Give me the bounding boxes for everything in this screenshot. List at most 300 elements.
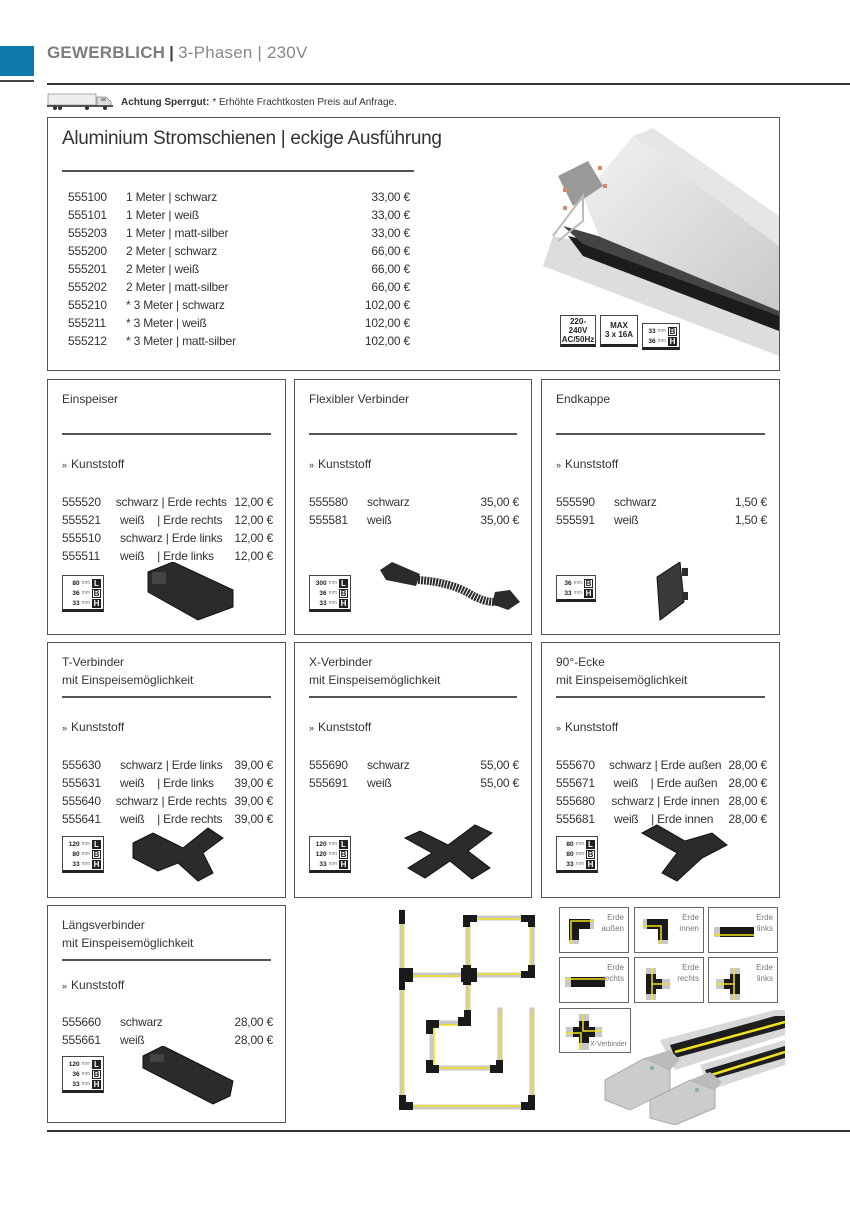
price-row — [68, 314, 410, 332]
main-product-rows — [68, 188, 410, 350]
dimension-value: 120 — [315, 840, 327, 848]
product-name: Längsverbinder — [62, 918, 145, 932]
product-title — [309, 653, 440, 689]
dimension-key-h: H — [93, 859, 100, 869]
variant-description: schwarz | Erde links — [120, 531, 223, 545]
price: 12,00 € — [234, 549, 273, 563]
material-label — [309, 720, 371, 734]
dimension-b — [67, 1069, 101, 1079]
bullet-icon: » — [556, 460, 562, 470]
dimension-key-h: H — [340, 859, 347, 869]
price: 28,00 € — [728, 776, 767, 790]
material-text: Kunststoff — [71, 978, 125, 992]
variant-description: weiß | Erde links — [120, 776, 214, 790]
dimension-value: 33 — [564, 589, 572, 597]
header-category: GEWERBLICH — [47, 43, 166, 62]
dimension-unit: mm — [81, 1071, 90, 1077]
article-number: 555200 — [68, 244, 107, 258]
price: 28,00 € — [728, 794, 767, 808]
main-product-card — [47, 117, 780, 371]
variant-description: schwarz | Erde rechts — [115, 495, 227, 509]
article-number: 555580 — [309, 495, 348, 509]
price-rows — [309, 493, 519, 529]
material-label — [556, 457, 618, 471]
dimension-b — [67, 588, 101, 598]
max-line2: 3 x 16A — [604, 330, 634, 339]
price-row — [62, 529, 273, 547]
dimension-b — [314, 849, 348, 859]
dimension-key-l: L — [92, 579, 101, 588]
product-title — [556, 653, 687, 689]
article-number: 555203 — [68, 226, 107, 240]
dimension-key-b: B — [587, 849, 594, 859]
dimension-h — [314, 859, 348, 869]
variant-description: weiß — [614, 513, 639, 527]
truck-icon — [47, 93, 115, 111]
dimension-unit: mm — [328, 851, 337, 857]
notice-bold: Achtung Sperrgut: — [121, 96, 210, 108]
dimension-value: 33 — [319, 860, 327, 868]
title-rule — [62, 433, 271, 435]
material-label — [62, 978, 124, 992]
dimension-h — [67, 1079, 101, 1089]
material-text: Kunststoff — [565, 720, 619, 734]
max-line1: MAX — [610, 321, 628, 330]
variant-description: schwarz — [614, 495, 657, 509]
max-current-badge — [600, 315, 638, 347]
dimension-key-b: B — [93, 588, 100, 598]
dimension-unit: mm — [328, 861, 337, 867]
dimension-unit: mm — [328, 600, 337, 606]
price-rows — [309, 756, 519, 792]
dimension-l — [314, 578, 348, 588]
price-rows — [556, 756, 767, 828]
dimension-key-b: B — [585, 578, 592, 588]
product-card — [294, 642, 532, 898]
straight-product-image — [138, 1046, 238, 1111]
straight-left-icon — [712, 922, 756, 947]
article-number: 555101 — [68, 208, 107, 222]
price-row — [309, 493, 519, 511]
variant-description: 1 Meter | weiß — [126, 208, 200, 222]
price: 28,00 € — [728, 758, 767, 772]
product-card — [47, 905, 286, 1123]
dimension-value: 33 — [319, 599, 327, 607]
price-row — [309, 756, 519, 774]
dimension-b — [647, 326, 677, 336]
dimension-value: 120 — [315, 850, 327, 858]
price-row — [556, 774, 767, 792]
price: 39,00 € — [234, 758, 273, 772]
price-row — [62, 1013, 273, 1031]
variant-description: 1 Meter | schwarz — [126, 190, 218, 204]
material-label — [62, 720, 124, 734]
dimension-l — [314, 839, 348, 849]
voltage-line2: AC/50Hz — [561, 334, 595, 344]
header-rule — [47, 83, 850, 85]
dimension-key-l: L — [92, 840, 101, 849]
variant-description: 2 Meter | schwarz — [126, 244, 218, 258]
dimension-value: 33 — [648, 327, 656, 335]
price-row — [68, 296, 410, 314]
dimension-key-b: B — [669, 326, 676, 336]
page-header — [47, 43, 307, 63]
dimension-b — [314, 588, 348, 598]
article-number: 555690 — [309, 758, 348, 772]
product-name: 90°-Ecke — [556, 655, 605, 669]
product-subtitle: mit Einspeisemöglichkeit — [62, 673, 194, 687]
price: 39,00 € — [234, 812, 273, 826]
dimension-h — [67, 598, 101, 608]
voltage-badge — [560, 315, 596, 347]
article-number: 555590 — [556, 495, 595, 509]
price: 66,00 € — [371, 262, 410, 276]
legend-label: X-Verbinder — [590, 1041, 627, 1048]
price-row — [556, 792, 767, 810]
footer-rule — [47, 1130, 850, 1132]
article-number: 555681 — [556, 812, 595, 826]
article-number: 555100 — [68, 190, 107, 204]
product-card — [541, 379, 780, 635]
dimension-unit: mm — [81, 600, 90, 606]
price-row — [68, 224, 410, 242]
price-row — [62, 774, 273, 792]
dimension-badge — [556, 836, 598, 873]
price-row — [556, 511, 767, 529]
article-number: 555511 — [62, 549, 100, 563]
dimension-badge — [62, 1056, 104, 1093]
price-row — [68, 278, 410, 296]
dimension-b — [67, 849, 101, 859]
price: 55,00 € — [480, 776, 519, 790]
bullet-icon: » — [62, 723, 68, 733]
section-tab-underline — [0, 80, 34, 82]
price: 35,00 € — [480, 495, 519, 509]
article-number: 555581 — [309, 513, 348, 527]
dimension-value: 36 — [72, 1070, 80, 1078]
price: 12,00 € — [234, 531, 273, 545]
dimension-value: 33 — [72, 860, 80, 868]
article-number: 555202 — [68, 280, 107, 294]
bullet-icon: » — [62, 460, 68, 470]
dimension-badge — [62, 575, 104, 612]
dimension-value: 33 — [72, 1080, 80, 1088]
dimension-badge — [642, 323, 680, 350]
ground-legend-item — [708, 957, 778, 1003]
corner-product-image — [637, 823, 737, 888]
variant-description: schwarz — [367, 758, 410, 772]
dimension-l — [67, 1059, 101, 1069]
product-title — [309, 390, 409, 408]
variant-description: * 3 Meter | weiß — [126, 316, 207, 330]
title-rule — [309, 433, 517, 435]
variant-description: weiß | Erde links — [120, 549, 214, 563]
article-number: 555670 — [556, 758, 595, 772]
price-row — [62, 511, 273, 529]
variant-description: 2 Meter | matt-silber — [126, 280, 229, 294]
material-text: Kunststoff — [565, 457, 619, 471]
legend-label: Erde links — [756, 913, 773, 933]
legend-label: Erde links — [756, 963, 773, 983]
dimension-value: 120 — [68, 1060, 80, 1068]
article-number: 555201 — [68, 262, 107, 276]
dimension-badge — [556, 575, 596, 602]
variant-description: schwarz — [120, 1015, 163, 1029]
article-number: 555640 — [62, 794, 101, 808]
variant-description: schwarz | Erde links — [120, 758, 223, 772]
dimension-unit: mm — [81, 841, 90, 847]
dimension-l — [67, 578, 101, 588]
dimension-key-h: H — [340, 598, 347, 608]
dimension-key-b: B — [93, 849, 100, 859]
dimension-value: 36 — [72, 589, 80, 597]
dimension-h — [647, 336, 677, 346]
dimension-unit: mm — [81, 580, 90, 586]
price: 1,50 € — [734, 495, 767, 509]
product-subtitle: mit Einspeisemöglichkeit — [309, 673, 441, 687]
price: 1,50 € — [734, 513, 767, 527]
product-card — [47, 642, 286, 898]
dimension-value: 120 — [68, 840, 80, 848]
price-rows — [62, 756, 273, 828]
dimension-value: 33 — [72, 599, 80, 607]
legend-label: Erde innen — [679, 913, 699, 933]
article-number: 555510 — [62, 531, 101, 545]
dimension-unit: mm — [575, 851, 584, 857]
article-number: 555630 — [62, 758, 101, 772]
tee-product-image — [128, 823, 228, 888]
title-rule — [556, 433, 765, 435]
dimension-unit: mm — [328, 580, 337, 586]
price: 12,00 € — [234, 495, 273, 509]
material-text: Kunststoff — [318, 720, 372, 734]
price-row — [556, 493, 767, 511]
voltage-line1: 220-240V — [568, 316, 588, 335]
article-number: 555661 — [62, 1033, 101, 1047]
price-rows — [62, 493, 273, 565]
variant-description: * 3 Meter | matt-silber — [126, 334, 236, 348]
price: 33,00 € — [371, 226, 410, 240]
dimension-h — [561, 588, 593, 598]
price: 66,00 € — [371, 280, 410, 294]
product-subtitle: mit Einspeisemöglichkeit — [62, 936, 194, 950]
feeder-product-image — [138, 562, 238, 627]
price-row — [62, 493, 273, 511]
dimension-unit: mm — [575, 841, 584, 847]
ground-legend-item — [708, 907, 778, 953]
straight-right-icon — [563, 972, 607, 997]
bullet-icon: » — [62, 981, 68, 991]
dimension-unit: mm — [328, 590, 337, 596]
ground-legend-item — [559, 957, 629, 1003]
dimension-value: 80 — [566, 840, 574, 848]
dimension-unit: mm — [657, 338, 666, 344]
dimension-value: 80 — [72, 579, 80, 587]
dimension-key-l: L — [339, 840, 348, 849]
variant-description: weiß | Erde außen — [613, 776, 718, 790]
price-rows — [62, 1013, 273, 1049]
price-row — [68, 188, 410, 206]
dimension-value: 36 — [648, 337, 656, 345]
price: 102,00 € — [364, 298, 410, 312]
material-label — [309, 457, 371, 471]
price-row — [62, 792, 273, 810]
tee-left-icon — [715, 966, 745, 1007]
article-number: 555691 — [309, 776, 348, 790]
variant-description: 1 Meter | matt-silber — [126, 226, 229, 240]
article-number: 555680 — [556, 794, 595, 808]
dimension-key-b: B — [93, 1069, 100, 1079]
dimension-value: 33 — [566, 860, 574, 868]
price-row — [68, 206, 410, 224]
product-subtitle: mit Einspeisemöglichkeit — [556, 673, 688, 687]
material-label — [556, 720, 618, 734]
article-number: 555591 — [556, 513, 595, 527]
dimension-badge — [309, 575, 351, 612]
variant-description: weiß | Erde rechts — [120, 513, 223, 527]
variant-description: 2 Meter | weiß — [126, 262, 200, 276]
dimension-key-b: B — [340, 849, 347, 859]
title-rule — [62, 959, 271, 961]
article-number: 555521 — [62, 513, 101, 527]
dimension-unit: mm — [81, 851, 90, 857]
variant-description: weiß — [367, 776, 392, 790]
price: 28,00 € — [234, 1015, 273, 1029]
track-layout-diagram — [390, 905, 550, 1120]
price: 55,00 € — [480, 758, 519, 772]
material-text: Kunststoff — [71, 457, 125, 471]
bullet-icon: » — [309, 723, 315, 733]
product-name: Endkappe — [556, 392, 611, 406]
corner-inner-icon — [641, 916, 671, 951]
dimension-unit: mm — [81, 590, 90, 596]
dimension-l — [67, 839, 101, 849]
product-title — [556, 390, 610, 408]
product-title — [62, 390, 118, 408]
dimension-badge — [309, 836, 351, 873]
flex-product-image — [380, 562, 530, 627]
variant-description: * 3 Meter | schwarz — [126, 298, 225, 312]
cross-icon — [564, 1012, 604, 1057]
legend-label: Erde außen — [601, 913, 624, 933]
price: 102,00 € — [364, 316, 410, 330]
article-number: 555210 — [68, 298, 107, 312]
product-name: X-Verbinder — [309, 655, 373, 669]
ground-legend-item — [634, 957, 704, 1003]
dimension-unit: mm — [81, 1081, 90, 1087]
product-card — [541, 642, 780, 898]
dimension-key-l: L — [586, 840, 595, 849]
price-row — [68, 260, 410, 278]
price: 102,00 € — [364, 334, 410, 348]
price: 33,00 € — [371, 208, 410, 222]
price: 28,00 € — [234, 1033, 273, 1047]
dimension-unit: mm — [328, 841, 337, 847]
endcap-product-image — [652, 562, 692, 627]
price: 39,00 € — [234, 794, 273, 808]
material-text: Kunststoff — [71, 720, 125, 734]
notice-text: * Erhöhte Frachtkosten Preis auf Anfrage. — [212, 96, 397, 108]
price: 12,00 € — [234, 513, 273, 527]
variant-description: weiß | Erde rechts — [120, 812, 223, 826]
dimension-h — [561, 859, 595, 869]
dimension-key-l: L — [92, 1060, 101, 1069]
price-row — [68, 332, 410, 350]
dimension-unit: mm — [81, 861, 90, 867]
ground-legend-item — [634, 907, 704, 953]
product-name: Flexibler Verbinder — [309, 392, 410, 406]
price-row — [309, 774, 519, 792]
dimension-h — [314, 598, 348, 608]
article-number: 555211 — [68, 316, 106, 330]
article-number: 555671 — [556, 776, 595, 790]
dimension-value: 80 — [566, 850, 574, 858]
price-rows — [556, 493, 767, 529]
dimension-badge — [62, 836, 104, 873]
dimension-unit: mm — [81, 1061, 90, 1067]
price-row — [62, 756, 273, 774]
product-title — [62, 653, 193, 689]
dimension-value: 36 — [319, 589, 327, 597]
dimension-unit: mm — [573, 590, 582, 596]
tee-right-icon — [641, 966, 671, 1007]
legend-label: Erde rechts — [602, 963, 624, 983]
product-name: Einspeiser — [62, 392, 119, 406]
variant-description: schwarz | Erde rechts — [115, 794, 227, 808]
price: 28,00 € — [728, 812, 767, 826]
article-number: 555631 — [62, 776, 101, 790]
dimension-key-h: H — [585, 588, 592, 598]
dimension-key-h: H — [587, 859, 594, 869]
price: 35,00 € — [480, 513, 519, 527]
price-row — [309, 511, 519, 529]
article-number: 555641 — [62, 812, 101, 826]
product-title — [62, 916, 193, 952]
price-row — [68, 242, 410, 260]
dimension-unit: mm — [573, 580, 582, 586]
dimension-unit: mm — [575, 861, 584, 867]
section-color-tab — [0, 46, 34, 76]
dimension-key-l: L — [339, 579, 348, 588]
article-number: 555212 — [68, 334, 107, 348]
connector-product-photo — [600, 1010, 785, 1125]
variant-description: weiß — [120, 1033, 145, 1047]
legend-label: Erde rechts — [677, 963, 699, 983]
variant-description: weiß — [367, 513, 392, 527]
dimension-key-h: H — [93, 1079, 100, 1089]
article-number: 555660 — [62, 1015, 101, 1029]
title-rule — [62, 696, 271, 698]
variant-description: schwarz | Erde innen — [611, 794, 720, 808]
ground-legend-item — [559, 907, 629, 953]
cross-product-image — [400, 823, 500, 888]
title-rule — [309, 696, 517, 698]
dimension-h — [67, 859, 101, 869]
price: 33,00 € — [371, 190, 410, 204]
product-card — [47, 379, 286, 635]
dimension-b — [561, 578, 593, 588]
dimension-key-h: H — [93, 598, 100, 608]
price-row — [556, 756, 767, 774]
header-separator: | — [169, 43, 175, 62]
dimension-key-h: H — [669, 336, 676, 346]
product-name: T-Verbinder — [62, 655, 125, 669]
corner-outer-icon — [566, 916, 596, 951]
product-card — [294, 379, 532, 635]
dimension-b — [561, 849, 595, 859]
bullet-icon: » — [309, 460, 315, 470]
title-rule — [62, 170, 414, 172]
